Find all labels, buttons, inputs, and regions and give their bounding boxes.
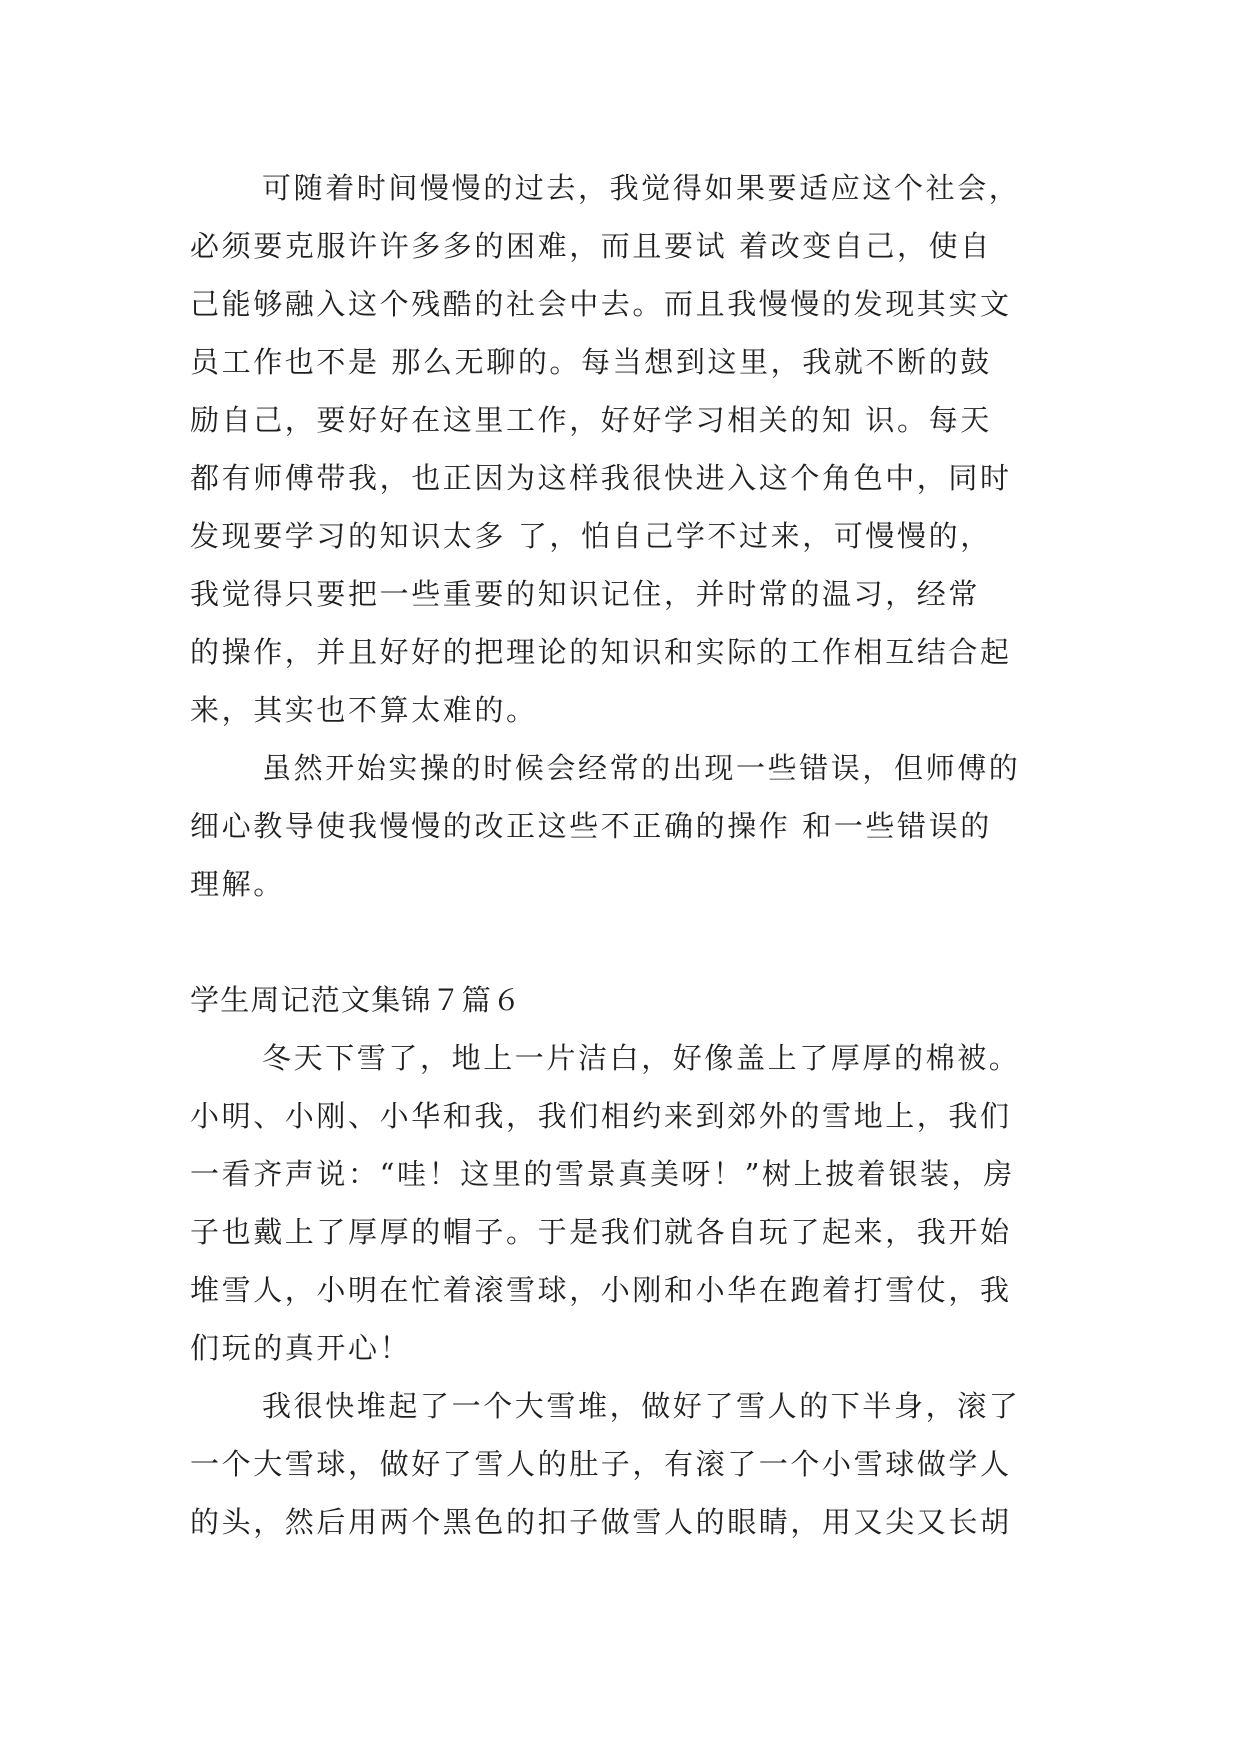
paragraph-line: 小明、小刚、小华和我，我们相约来到郊外的雪地上，我们 [190, 1099, 1012, 1133]
paragraph-line: 的头，然后用两个黑色的扣子做雪人的眼睛，用又尖又长胡 [190, 1505, 1012, 1539]
paragraph-line: 理解。 [190, 867, 285, 901]
paragraph-line: 来，其实也不算太难的。 [190, 693, 538, 727]
paragraph-line: 虽然开始实操的时候会经常的出现一些错误，但师傅的 [262, 751, 1021, 785]
paragraph-line: 我很快堆起了一个大雪堆，做好了雪人的下半身，滚了 [262, 1389, 1021, 1423]
section-heading: 学生周记范文集锦７篇６ [190, 983, 523, 1017]
paragraph-line: 员工作也不是 那么无聊的。每当想到这里，我就不断的鼓 [190, 345, 992, 379]
paragraph-line: 堆雪人，小明在忙着滚雪球，小刚和小华在跑着打雪仗，我 [190, 1273, 1012, 1307]
paragraph-line: 我觉得只要把一些重要的知识记住，并时常的温习，经常 [190, 577, 981, 611]
paragraph-line: 必须要克服许许多多的困难，而且要试 着改变自己，使自 [190, 229, 992, 263]
paragraph-line: 子也戴上了厚厚的帽子。于是我们就各自玩了起来，我开始 [190, 1215, 1012, 1249]
paragraph-line: 可随着时间慢慢的过去，我觉得如果要适应这个社会， [262, 171, 1021, 205]
paragraph-line: 冬天下雪了，地上一片洁白，好像盖上了厚厚的棉被。 [262, 1041, 1021, 1075]
paragraph-line: 都有师傅带我，也正因为这样我很快进入这个角色中，同时 [190, 461, 1012, 495]
paragraph-line: 们玩的真开心！ [190, 1331, 412, 1365]
paragraph-line: 细心教导使我慢慢的改正这些不正确的操作 和一些错误的 [190, 809, 992, 843]
paragraph-line: 的操作，并且好好的把理论的知识和实际的工作相互结合起 [190, 635, 1012, 669]
paragraph-line: 励自己，要好好在这里工作，好好学习相关的知 识。每天 [190, 403, 992, 437]
paragraph-line: 一个大雪球，做好了雪人的肚子，有滚了一个小雪球做学人 [190, 1447, 1012, 1481]
paragraph-line: 一看齐声说：“哇！这里的雪景真美呀！”树上披着银装，房 [190, 1157, 1015, 1191]
paragraph-line: 发现要学习的知识太多 了，怕自己学不过来，可慢慢的， [190, 519, 992, 553]
paragraph-line: 己能够融入这个残酷的社会中去。而且我慢慢的发现其实文 [190, 287, 1012, 321]
